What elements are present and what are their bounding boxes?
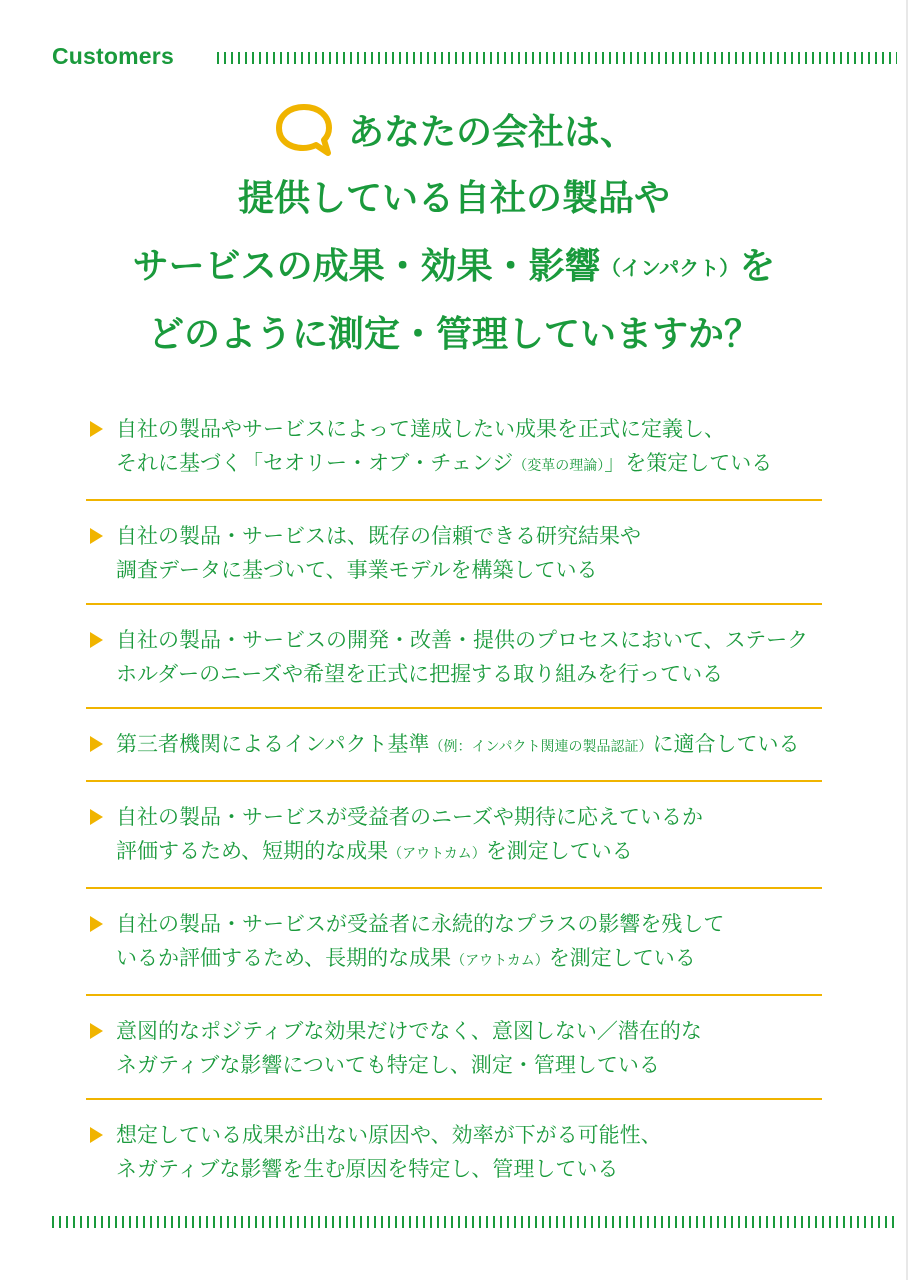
- question-text-3a: サービスの成果・効果・影響: [132, 246, 601, 287]
- question-text-3c: を: [739, 246, 776, 287]
- dotted-rule-bottom: [52, 1216, 898, 1228]
- question-text-3b: （インパクト）: [600, 256, 740, 280]
- list-item: [86, 1100, 822, 1202]
- item-line: [116, 834, 822, 871]
- item-text: それに基づく「セオリー・オブ・チェンジ: [116, 451, 514, 475]
- triangle-bullet-icon: [90, 1023, 103, 1039]
- item-line: ネガティブな影響についても特定し、測定・管理している: [116, 1053, 660, 1077]
- list-item: [86, 709, 822, 782]
- question-text-1: あなたの会社は、: [347, 112, 636, 153]
- section-header: [52, 40, 898, 74]
- item-line: 自社の製品・サービスが受益者のニーズや期待に応えているか: [116, 805, 703, 829]
- item-line: ネガティブな影響を生む原因を特定し、管理している: [116, 1157, 619, 1181]
- list-item: [86, 501, 822, 605]
- list-item: [86, 996, 822, 1100]
- item-line: ホルダーのニーズや希望を正式に把握する取り組みを行っている: [116, 662, 724, 686]
- answer-options-list: [86, 400, 822, 1202]
- triangle-bullet-icon: [90, 421, 103, 437]
- triangle-bullet-icon: [90, 736, 103, 752]
- item-text: に適合している: [652, 732, 800, 756]
- item-line: 自社の製品・サービスは、既存の信頼できる研究結果や: [116, 524, 641, 548]
- item-text: 」を策定している: [604, 451, 773, 475]
- item-line: 想定している成果が出ない原因や、効率が下がる可能性、: [116, 1123, 662, 1147]
- question-line-2: 提供している自社の製品や: [237, 178, 670, 219]
- question-line-1: [0, 105, 908, 157]
- item-note: （アウトカム）: [388, 846, 486, 862]
- item-line: [116, 941, 822, 978]
- list-item: [86, 782, 822, 889]
- question-line-4: どのように測定・管理していますか？: [147, 314, 760, 355]
- triangle-bullet-icon: [90, 916, 103, 932]
- dotted-rule-top: [217, 52, 897, 64]
- item-line: 意図的なポジティブな効果だけでなく、意図しない／潜在的な: [116, 1019, 702, 1043]
- q-speech-bubble-icon: [272, 101, 336, 159]
- item-text: を測定している: [485, 839, 633, 863]
- item-line: [116, 727, 822, 764]
- item-text: 評価するため、短期的な成果: [116, 839, 389, 863]
- item-line: 自社の製品・サービスの開発・改善・提供のプロセスにおいて、ステーク: [116, 628, 809, 652]
- item-note: （変革の理論）: [513, 458, 605, 474]
- section-label: Customers: [52, 43, 174, 69]
- item-note: （例：インパクト関連の製品認証）: [429, 739, 653, 755]
- item-line: 調査データに基づいて、事業モデルを構築している: [116, 558, 598, 582]
- item-text: を測定している: [548, 946, 696, 970]
- item-text: 第三者機関によるインパクト基準: [116, 732, 430, 756]
- triangle-bullet-icon: [90, 632, 103, 648]
- triangle-bullet-icon: [90, 809, 103, 825]
- question-line-3: [0, 241, 908, 293]
- list-item: [86, 400, 822, 501]
- item-text: いるか評価するため、長期的な成果: [116, 946, 452, 970]
- list-item: [86, 605, 822, 709]
- item-note: （アウトカム）: [451, 953, 549, 969]
- list-item: [86, 889, 822, 996]
- triangle-bullet-icon: [90, 528, 103, 544]
- question-heading: [0, 105, 908, 377]
- item-line: 自社の製品・サービスが受益者に永続的なプラスの影響を残して: [116, 912, 725, 936]
- triangle-bullet-icon: [90, 1127, 103, 1143]
- item-line: [116, 446, 822, 483]
- item-line: 自社の製品やサービスによって達成したい成果を正式に定義し、: [116, 417, 725, 441]
